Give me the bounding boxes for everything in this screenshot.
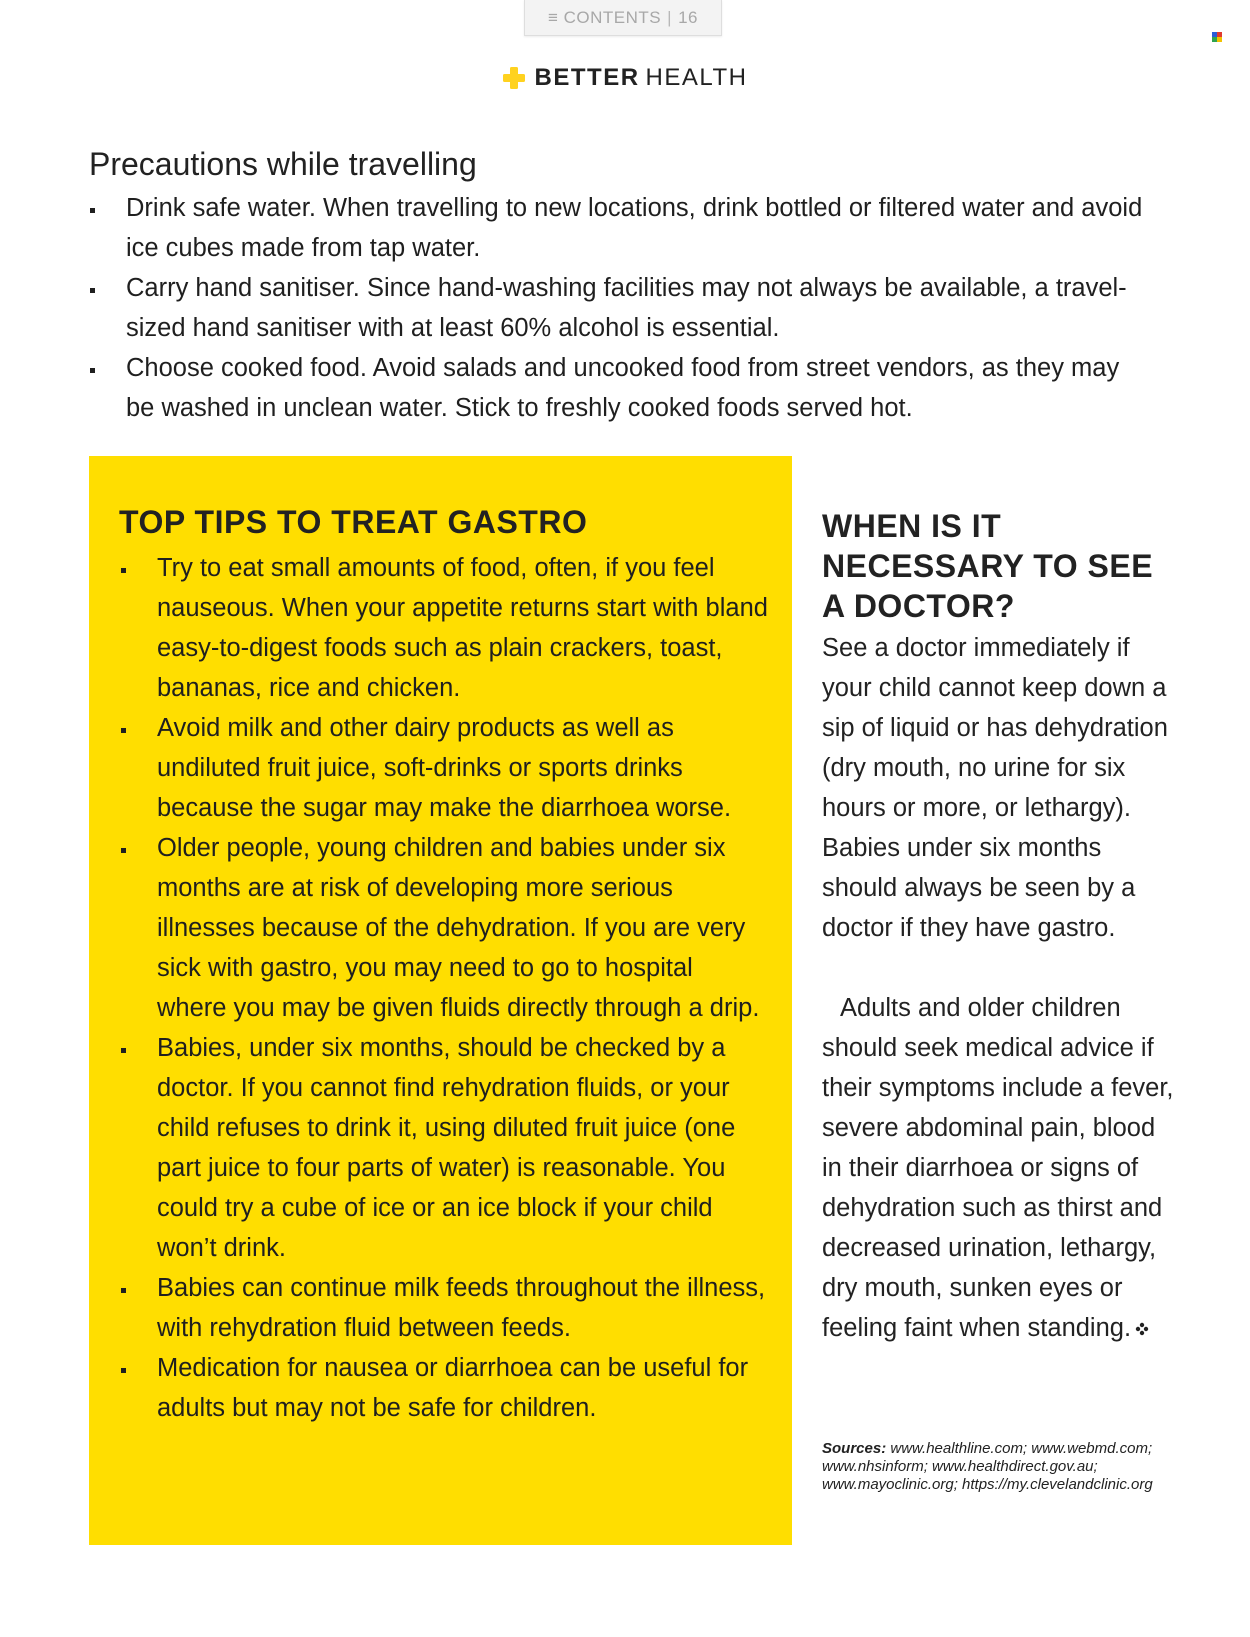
brand-word-health: HEALTH: [645, 64, 748, 91]
sources-note: [822, 1440, 1167, 1494]
list-item: Try to eat small amounts of food, often, if you feel nauseous. When your appetite returns start with bland easy-to-digest foods such as plain crackers, toast, bananas, rice and chicken.: [119, 548, 769, 708]
end-of-article-icon: [1135, 1322, 1149, 1336]
tab-divider: |: [667, 7, 673, 27]
list-item: Drink safe water. When travelling to new locations, drink bottled or filtered water and avoid ice cubes made from tap water.: [88, 188, 1148, 268]
contents-tab[interactable]: [524, 0, 722, 36]
doctor-paragraph-2: [822, 988, 1177, 1348]
sources-text: www.healthline.com; www.webmd.com; www.nhsinform; www.healthdirect.gov.au; www.mayoclinic.org; https://my.clevelandclinic.org: [822, 1440, 1153, 1493]
list-item: Babies can continue milk feeds throughout the illness, with rehydration fluid between feeds.: [119, 1268, 769, 1348]
tips-heading: TOP TIPS TO TREAT GASTRO: [119, 504, 588, 540]
list-item: Older people, young children and babies under six months are at risk of developing more serious illnesses because of the dehydration. If you are very sick with gastro, you may need to go to hospital where you may be given fluids directly through a drip.: [119, 828, 769, 1028]
list-item: Avoid milk and other dairy products as well as undiluted fruit juice, soft-drinks or sports drinks because the sugar may make the diarrhoea worse.: [119, 708, 769, 828]
precautions-list: [88, 188, 1148, 428]
page-number: 16: [678, 7, 698, 27]
doctor-heading: WHEN IS IT NECESSARY TO SEE A DOCTOR?: [822, 508, 1154, 624]
list-item: Choose cooked food. Avoid salads and uncooked food from street vendors, as they may be washed in unclean water. Stick to freshly cooked foods served hot.: [88, 348, 1148, 428]
doctor-paragraph-1: See a doctor immediately if your child cannot keep down a sip of liquid or has dehydration (dry mouth, no urine for six hours or more, or lethargy). Babies under six months should always be seen by a doctor if they have gastro.: [822, 634, 1168, 942]
color-mark-icon: [1212, 32, 1222, 42]
list-item: Carry hand sanitiser. Since hand-washing facilities may not always be available, a travel-sized hand sanitiser with at least 60% alcohol is essential.: [88, 268, 1148, 348]
contents-link[interactable]: ≡ CONTENTS: [548, 7, 662, 27]
sources-label: Sources:: [822, 1440, 887, 1457]
list-item: Medication for nausea or diarrhoea can be useful for adults but may not be safe for children.: [119, 1348, 769, 1428]
brand-header: [0, 64, 1250, 92]
tips-list: [119, 548, 769, 1428]
plus-cross-icon: [503, 67, 525, 89]
list-item: Babies, under six months, should be checked by a doctor. If you cannot find rehydration fluids, or your child refuses to drink it, using diluted fruit juice (one part juice to four parts of water) is reasonable. You could try a cube of ice or an ice block if your child won’t drink.: [119, 1028, 769, 1268]
precautions-heading: Precautions while travelling: [89, 146, 477, 182]
doctor-paragraph-2-text: Adults and older children should seek medical advice if their symptoms include a fever, severe abdominal pain, blood in their diarrhoea or signs of dehydration such as thirst and decreased urination, lethargy, dry mouth, sunken eyes or feeling faint when standing.: [822, 994, 1174, 1342]
brand-word-better: BETTER: [534, 64, 640, 91]
